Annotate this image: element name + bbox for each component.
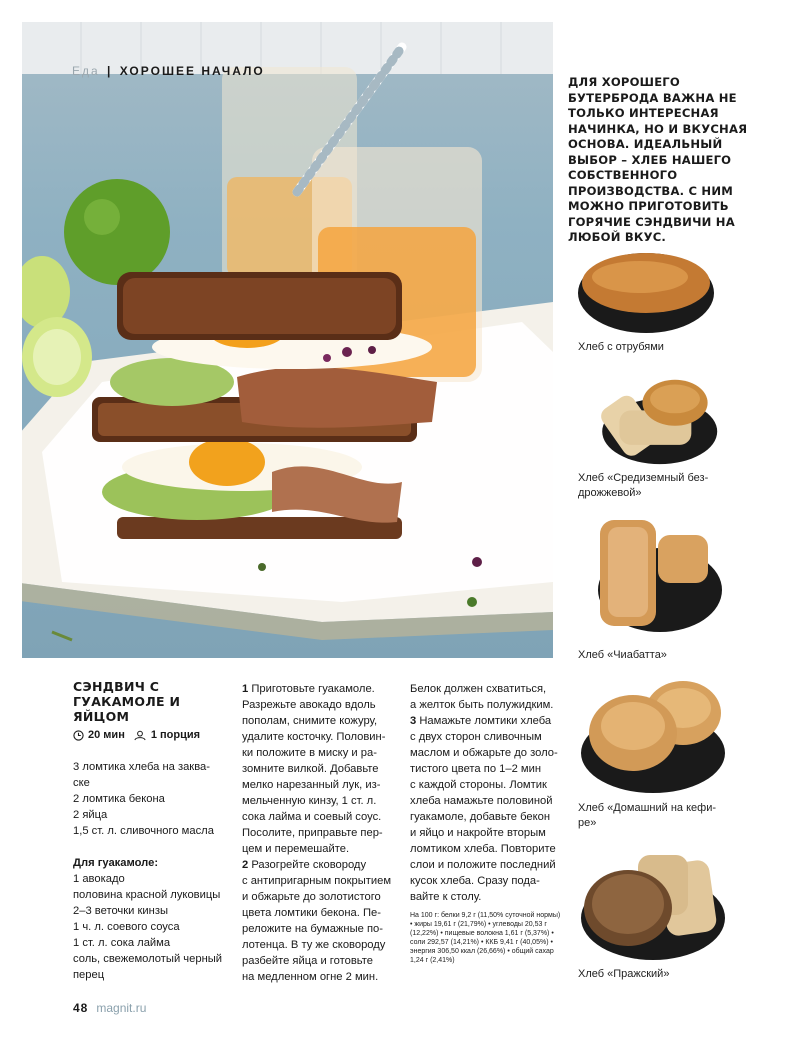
sidebar-intro: ДЛЯ ХОРОШЕГО БУТЕРБРОДА ВАЖНА НЕ ТОЛЬКО ИНТЕРЕСНАЯ НАЧИНКА, НО И ВКУСНАЯ ОСНОВА. ИДЕАЛЬНЫЙ ВЫБОР – ХЛЕБ НАШЕГО СОБСТВЕННОГО ПРОИЗВОДСТВА. С НИМ МОЖНО ПРИГОТОВИТЬ ГОРЯЧИЕ СЭНДВИЧИ НА ЛЮБОЙ ВКУС. [568,75,748,244]
lime-half-top [22,256,70,328]
guac-ingredient-line: перец [73,969,105,981]
step-line: тистого цвета по 1–2 мин [410,763,542,775]
steps-column-2 [410,681,562,965]
lime-whole [64,179,170,285]
step-line: лотенца. В ту же сковороду [242,939,386,951]
step-number: 2 [242,859,249,871]
bread-item-mediterranean [578,374,738,501]
step-line: гуакамоле, добавьте бекон [410,811,551,823]
step-line: ломтиком хлеба. Повторите [410,843,556,855]
step-line: Посолите, приправьте пер- [242,827,383,839]
step-line: ки положите в миску и ра- [242,747,377,759]
ingredients-column [73,759,233,983]
bread-item-prague [578,850,738,982]
bread-bottom [117,517,402,539]
steps-column-1 [242,681,402,985]
guac-ingredient-line: половина красной луковицы [73,889,221,901]
step-line: с антипригарным покрытием [242,875,392,887]
nutrition-info: На 100 г: белки 9,2 г (11,50% суточной нормы) • жиры 19,61 г (21,79%) • углеводы 20,53 г (12,22%) • пищевые волокна 1,61 г (5,37%) • соли 292,57 (14,21%) • ККБ 9,41 г (40,05%) • энергия 306,50 ккал (26,66%) • общий сахар 1,24 г (2,41%) [410,912,561,964]
ingredient-line: ске [73,777,90,789]
step-line: пополам, снимите кожуру, [242,715,378,727]
guac-ingredient-line: 1 ст. л. сока лайма [73,937,171,949]
bread-caption-prague: Хлеб «Пражский» [578,968,670,980]
step-line: вайте к столу. [410,891,482,903]
step-line: сока лайма и соевый соус. [242,811,382,823]
page-number: 48 [73,1001,89,1015]
bread-bran-image [578,243,728,335]
bread-item-kefir [578,678,738,831]
recipe-portions: 1 порция [150,729,201,741]
guac-ingredient-line: 1 авокадо [73,873,125,885]
step-line: Разрежьте авокадо вдоль [242,699,376,711]
bread-item-bran [578,243,738,355]
step-line: слои и положите последний [410,859,556,871]
bread-item-ciabatta [578,515,738,663]
section-tag: Еда | ХОРОШЕЕ НАЧАЛО [72,64,265,78]
step-line: на медленном огне 2 мин. [242,971,379,983]
step-line: маслом и обжарьте до золо- [410,747,558,759]
sandwich-illustration [22,22,553,658]
guac-ingredient-line: 1 ч. л. соевого соуса [73,921,180,933]
bread-ciabatta-image [578,515,728,643]
guacamole-heading: Для гуакамоле: [73,857,159,869]
guac-ingredient-line: 2–3 веточки кинзы [73,905,168,917]
recipe-time: 20 мин [88,729,125,741]
bread-caption-kefir: Хлеб «Домашний на кефи-ре» [578,802,716,829]
ingredient-line: 2 ломтика бекона [73,793,165,805]
bread-caption-mediterranean: Хлеб «Средиземный без-дрожжевой» [578,472,709,499]
step-line: мельченную кинзу, 1 ст. л. [242,795,377,807]
serving-icon [133,730,147,741]
step-line: с двух сторон сливочным [410,731,542,743]
egg-yolk-bottom [189,438,265,486]
bread-prague-image [578,850,728,962]
step-line: с каждой стороны. Ломтик [410,779,547,791]
section-title: ХОРОШЕЕ НАЧАЛО [119,64,265,78]
step-line: реложите на бумажные по- [242,923,383,935]
step-line: Белок должен схватиться, [410,683,547,695]
ingredient-line: 3 ломтика хлеба на заква- [73,761,210,773]
step-line: и яйцо и накройте вторым [410,827,546,839]
bread-caption-ciabatta: Хлеб «Чиабатта» [578,649,667,661]
hero-photo [22,22,553,658]
step-line: разбейте яйца и готовьте [242,955,373,967]
step-line: зомните вилкой. Добавьте [242,763,379,775]
bread-kefir-image [578,678,728,796]
recipe-meta [73,729,200,741]
step-line: удалите косточку. Половин- [242,731,386,743]
step-line: Разогрейте сковороду [251,859,367,871]
step-line: Намажьте ломтики хлеба [419,715,552,727]
guac-ingredient-line: соль, свежемолотый черный [73,953,223,965]
step-line: цвета ломтики бекона. Пе- [242,907,381,919]
step-line: хлеба намажьте половиной [410,795,553,807]
step-line: мелко нарезанный лук, из- [242,779,381,791]
recipe-title: СЭНДВИЧ С ГУАКАМОЛЕ И ЯЙЦОМ [73,679,181,724]
bread-mediterranean-image [578,374,728,466]
step-line: кусок хлеба. Сразу пода- [410,875,540,887]
step-line: и обжарьте до золотистого [242,891,381,903]
category-label: Еда [72,64,100,78]
ingredient-line: 2 яйца [73,809,108,821]
step-number: 1 [242,683,249,695]
step-number: 3 [410,715,417,727]
ingredient-line: 1,5 ст. л. сливочного масла [73,825,214,837]
clock-icon [73,730,84,741]
site-link[interactable]: magnit.ru [96,1001,147,1015]
step-line: цем и перемешайте. [242,843,350,855]
step-line: Приготовьте гуакамоле. [251,683,375,695]
page-footer [73,1001,146,1015]
step-line: а желток быть полужидким. [410,699,554,711]
bread-caption-bran: Хлеб с отрубями [578,341,664,353]
